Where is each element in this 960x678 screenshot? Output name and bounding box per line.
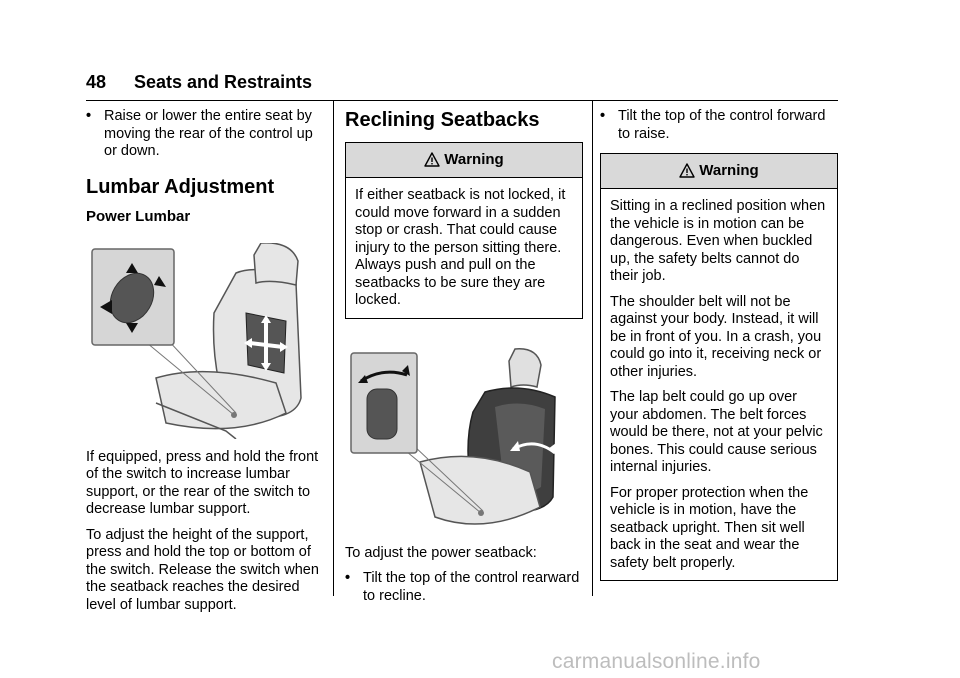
warning-paragraph: The lap belt could go up over your abdomen. The belt forces would be there, not at your pelvic bones. This could cause serious internal injuries. xyxy=(610,389,823,475)
para-lumbar-height: To adjust the height of the support, press and hold the top or bottom of the switch. Release the switch when the seatback reaches the desired level of lumbar support. xyxy=(86,526,319,613)
warning-icon xyxy=(424,152,440,168)
watermark: carmanualsonline.info xyxy=(552,650,761,673)
warning-box-seatback-lock xyxy=(345,142,583,319)
warning-title: Warning xyxy=(444,151,504,169)
lumbar-control-illustration xyxy=(86,243,322,439)
page-header xyxy=(86,70,838,101)
column-divider-2 xyxy=(592,100,593,596)
warning-header xyxy=(601,154,837,189)
column-1 xyxy=(86,108,324,622)
heading-lumbar-adjustment: Lumbar Adjustment xyxy=(86,175,275,198)
column-2 xyxy=(345,108,583,613)
bullet-recline xyxy=(345,570,583,605)
column-3 xyxy=(600,108,838,581)
warning-box-reclined-position xyxy=(600,153,838,581)
bullet-marker: • xyxy=(345,570,351,586)
bullet-text: Tilt the top of the control rearward to recline. xyxy=(363,570,580,604)
bullet-text: Tilt the top of the control forward to raise. xyxy=(618,108,826,142)
seatback-recline-illustration xyxy=(345,347,581,537)
column-divider-1 xyxy=(333,100,334,596)
warning-paragraph: Sitting in a reclined position when the vehicle is in motion can be dangerous. Even when buckled up, the safety belts cannot do their job. xyxy=(610,198,826,284)
bullet-marker: • xyxy=(86,108,92,124)
warning-icon xyxy=(679,163,695,179)
para-lumbar-switch: If equipped, press and hold the front of the switch to increase lumbar support, or the rear of the switch to decrease lumbar support. xyxy=(86,448,319,517)
warning-paragraph: The shoulder belt will not be against your body. Instead, it will be in front of you. In a crash, you could go into it, receiving neck or other injuries. xyxy=(610,293,822,380)
warning-title: Warning xyxy=(699,162,759,180)
warning-body xyxy=(601,189,837,580)
page-number: 48 xyxy=(86,72,107,92)
warning-text: If either seatback is not locked, it could move forward in a sudden stop or crash. That could cause injury to the person sitting there. Always push and pull on the seatbacks to be sure they are locked. xyxy=(355,187,566,308)
bullet-marker: • xyxy=(600,108,606,124)
warning-body xyxy=(346,178,582,318)
heading-reclining-seatbacks: Reclining Seatbacks xyxy=(345,109,540,131)
bullet-raise-lower xyxy=(86,108,324,161)
section-title: Seats and Restraints xyxy=(134,72,313,92)
bullet-text: Raise or lower the entire seat by moving the rear of the control up or down. xyxy=(104,108,313,159)
warning-header xyxy=(346,143,582,178)
para-power-seatback: To adjust the power seatback: xyxy=(345,544,537,561)
subheading-power-lumbar: Power Lumbar xyxy=(86,207,191,225)
warning-paragraph: For proper protection when the vehicle is in motion, have the seatback upright. Then sit well back in the seat and wear the safety belt properly. xyxy=(610,484,809,571)
bullet-raise xyxy=(600,108,838,143)
